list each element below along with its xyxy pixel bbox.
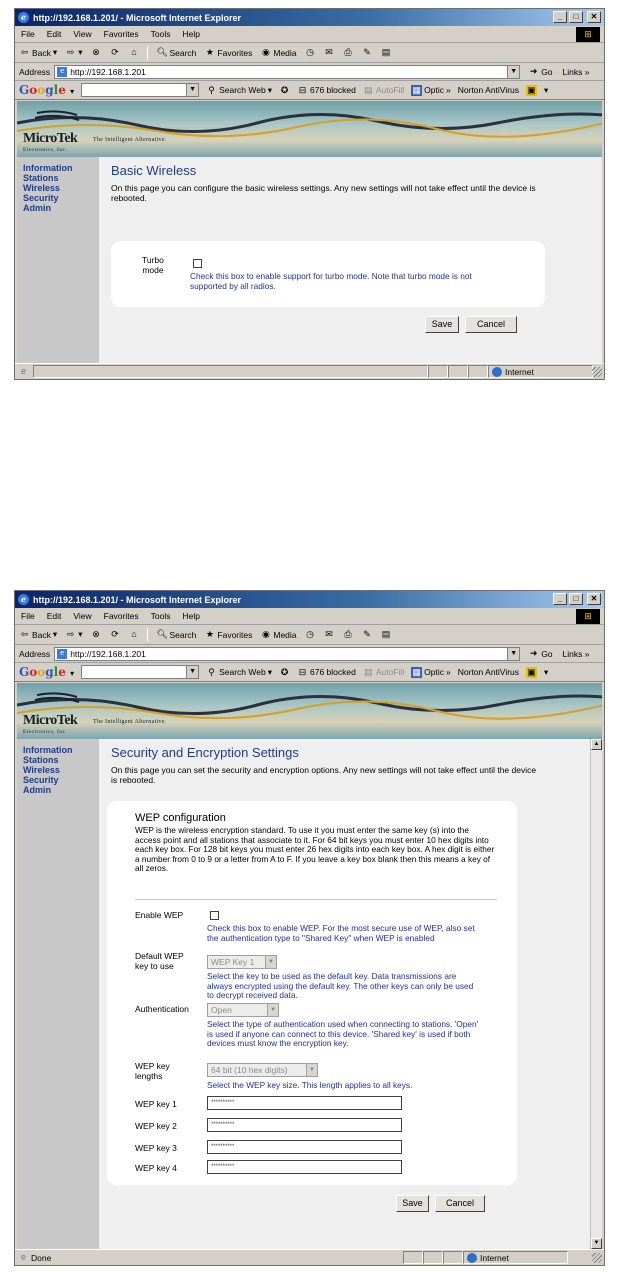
search-web-button[interactable]: ⚲ Search Web ▾ — [206, 667, 272, 678]
scroll-up-icon[interactable]: ▲ — [591, 739, 602, 750]
cancel-button[interactable]: Cancel — [435, 1195, 485, 1212]
page-icon: e — [57, 67, 67, 77]
page-status-icon: e — [20, 366, 26, 376]
home-icon[interactable]: ⌂ — [131, 629, 137, 639]
page-status-icon: e — [20, 1252, 26, 1262]
status-bar — [15, 1249, 604, 1265]
enable-wep-label: Enable WEP — [135, 910, 184, 920]
site-banner — [17, 101, 602, 157]
windows-logo-icon: ⊞ — [576, 609, 600, 624]
main-content — [99, 157, 602, 363]
nav-wireless[interactable]: Wireless — [23, 765, 60, 775]
resize-grip-icon[interactable] — [592, 367, 602, 377]
pagerank-icon[interactable]: ✪ — [280, 84, 289, 95]
turbo-card — [111, 241, 545, 307]
key-length-select[interactable]: 64 bit (10 hex digits) ▼ — [207, 1063, 318, 1077]
brand-logo[interactable]: MicroTek Electronics, Inc. — [23, 713, 78, 735]
popup-blocker-button[interactable]: ⊟ 676 blocked — [298, 84, 356, 95]
forward-arrow-icon: ⇨ — [66, 47, 75, 57]
pagerank-icon[interactable]: ✪ — [280, 666, 289, 677]
menu-edit[interactable]: Edit — [46, 611, 62, 621]
options-button[interactable]: ▦ Optic » — [412, 666, 451, 677]
popup-blocked-icon: ⊟ — [298, 666, 307, 677]
favorites-button[interactable]: ★ Favorites — [205, 47, 253, 58]
globe-icon — [467, 1253, 477, 1263]
back-arrow-icon: ⇦ — [20, 47, 29, 57]
mail-icon[interactable]: ✉ — [325, 629, 333, 639]
maximize-button[interactable]: □ — [569, 593, 583, 605]
autofill-button[interactable]: ▤ AutoFill — [364, 666, 405, 677]
address-bar — [15, 645, 604, 663]
home-icon[interactable]: ⌂ — [131, 47, 137, 57]
menu-file[interactable]: File — [21, 29, 35, 39]
tagline: The Intelligent Alternative. — [93, 719, 167, 725]
forward-button[interactable]: ⇨ ▾ — [66, 629, 83, 639]
menu-tools[interactable]: Tools — [150, 611, 171, 621]
refresh-icon[interactable]: ⟳ — [111, 47, 119, 57]
authentication-label: Authentication — [135, 1004, 189, 1014]
enable-wep-checkbox[interactable] — [210, 911, 219, 920]
back-button[interactable]: ⇦ Back ▾ — [20, 47, 58, 58]
print-icon[interactable]: ⎙ — [344, 629, 352, 639]
authentication-select[interactable]: Open ▼ — [207, 1003, 279, 1017]
turbo-mode-label: Turbo mode — [142, 255, 164, 275]
nav-wireless[interactable]: Wireless — [23, 183, 60, 193]
favorites-button[interactable]: ★ Favorites — [205, 629, 253, 640]
globe-icon — [492, 367, 502, 377]
menu-tools[interactable]: Tools — [150, 29, 171, 39]
nav-information[interactable]: Information — [23, 163, 73, 173]
security-zone: Internet — [463, 1251, 568, 1264]
save-button[interactable]: Save — [425, 316, 459, 333]
cancel-button[interactable]: Cancel — [465, 316, 517, 333]
discuss-icon[interactable]: ▤ — [381, 47, 391, 57]
security-zone: Internet — [488, 365, 593, 378]
go-button[interactable]: ➜ Go — [529, 648, 553, 659]
binoculars-icon: ⚲ — [208, 84, 215, 95]
edit-icon[interactable]: ✎ — [363, 47, 371, 57]
back-arrow-icon: ⇦ — [20, 629, 29, 639]
nav-security[interactable]: Security — [23, 775, 59, 785]
discuss-icon[interactable]: ▤ — [381, 629, 391, 639]
autofill-button[interactable]: ▤ AutoFill — [364, 84, 405, 95]
go-arrow-icon: ➜ — [529, 66, 538, 76]
wep-card — [107, 801, 517, 1185]
ie-icon: e — [18, 12, 29, 23]
nav-admin[interactable]: Admin — [23, 203, 51, 213]
norton-icon[interactable]: ▣ — [527, 666, 536, 677]
norton-antivirus-button[interactable]: Norton AntiVirus — [457, 667, 520, 677]
options-icon: ▦ — [412, 84, 421, 95]
search-icon: 🔍︎ — [156, 629, 168, 639]
favorites-icon: ★ — [205, 47, 214, 57]
side-nav — [17, 157, 99, 363]
media-icon: ◉ — [261, 47, 270, 57]
browser-window-security — [14, 590, 605, 1266]
options-button[interactable]: ▦ Optic » — [412, 84, 451, 95]
status-bar — [15, 363, 604, 379]
history-icon[interactable]: ◷ — [306, 47, 314, 57]
google-search-input[interactable] — [81, 83, 199, 97]
authentication-help: Select the type of authentication used when connecting to stations. 'Open' is used if anyone can connect to this device. 'Shared key' is used if both devices must know the encryption key. — [207, 1019, 479, 1049]
menu-edit[interactable]: Edit — [46, 29, 62, 39]
page-intro: On this page you can configure the basic wireless settings. Any new settings will not take effect until the device is rebooted. — [111, 183, 536, 203]
wep-key-1-input[interactable]: ********** — [207, 1096, 402, 1110]
search-web-button[interactable]: ⚲ Search Web ▾ — [206, 85, 272, 96]
address-dropdown-icon[interactable]: ▼ — [507, 66, 519, 78]
go-arrow-icon: ➜ — [529, 648, 538, 658]
default-key-label: Default WEP key to use — [135, 951, 184, 971]
menu-help[interactable]: Help — [182, 611, 200, 621]
address-label: Address — [19, 66, 51, 77]
mail-icon[interactable]: ✉ — [325, 47, 333, 57]
menu-bar — [15, 26, 604, 43]
address-bar — [15, 63, 604, 81]
autofill-icon: ▤ — [364, 666, 373, 677]
nav-stations[interactable]: Stations — [23, 173, 59, 183]
history-icon[interactable]: ◷ — [306, 629, 314, 639]
autofill-icon: ▤ — [364, 84, 373, 95]
minimize-button[interactable]: _ — [553, 11, 567, 23]
save-button[interactable]: Save — [396, 1195, 429, 1212]
favorites-icon: ★ — [205, 629, 214, 639]
address-input[interactable]: e http://192.168.1.201 ▼ — [54, 647, 520, 661]
site-banner — [17, 683, 602, 739]
media-button[interactable]: ◉ Media — [261, 47, 297, 58]
default-key-select[interactable]: WEP Key 1 ▼ — [207, 955, 277, 969]
side-nav — [17, 739, 99, 1249]
close-button[interactable]: ✕ — [587, 593, 601, 605]
menu-file[interactable]: File — [21, 611, 35, 621]
edit-icon[interactable]: ✎ — [363, 629, 371, 639]
nav-information[interactable]: Information — [23, 745, 73, 755]
menu-view[interactable]: View — [73, 29, 92, 39]
wep-key-4-input[interactable]: ********** — [207, 1160, 402, 1174]
maximize-button[interactable]: □ — [569, 11, 583, 23]
google-toolbar: Google ▾ ▼ ⚲ Search Web ▾ ✪ ⊟ 676 blocked ▤ AutoFill ▦ Optic » Norton AntiVirus ▣ ▾ — [15, 81, 604, 100]
wep-key-4-label: WEP key 4 — [135, 1163, 177, 1173]
page-title: Security and Encryption Settings — [111, 745, 299, 760]
search-icon: 🔍︎ — [156, 47, 168, 57]
close-button[interactable]: ✕ — [587, 11, 601, 23]
standard-toolbar — [15, 625, 604, 645]
turbo-mode-help: Check this box to enable support for turbo mode. Note that turbo mode is not supported by all radios. — [190, 271, 472, 291]
wep-key-1-label: WEP key 1 — [135, 1099, 177, 1109]
browser-window-wireless — [14, 8, 605, 380]
google-logo[interactable]: Google ▾ — [19, 83, 75, 97]
stop-icon[interactable]: ⊗ — [92, 47, 100, 57]
media-button[interactable]: ◉ Media — [261, 629, 297, 640]
window-title: http://192.168.1.201/ - Microsoft Internet Explorer — [33, 594, 242, 605]
stop-icon[interactable]: ⊗ — [92, 629, 100, 639]
nav-security[interactable]: Security — [23, 193, 59, 203]
title-bar — [15, 591, 604, 608]
back-button[interactable]: ⇦ Back ▾ — [20, 629, 58, 640]
google-dropdown-icon[interactable]: ▼ — [186, 84, 198, 96]
wep-key-3-label: WEP key 3 — [135, 1143, 177, 1153]
menu-help[interactable]: Help — [182, 29, 200, 39]
standard-toolbar — [15, 43, 604, 63]
forward-arrow-icon: ⇨ — [66, 629, 75, 639]
minimize-button[interactable]: _ — [553, 593, 567, 605]
divider — [135, 899, 497, 900]
main-content — [99, 739, 590, 1249]
menu-favorites[interactable]: Favorites — [103, 611, 139, 621]
forward-button[interactable]: ⇨ ▾ — [66, 47, 83, 57]
key-length-help: Select the WEP key size. This length applies to all keys. — [207, 1080, 413, 1090]
google-logo[interactable]: Google ▾ — [19, 665, 75, 679]
menu-view[interactable]: View — [73, 611, 92, 621]
wep-heading: WEP configuration — [135, 812, 226, 824]
vertical-scrollbar[interactable] — [590, 739, 602, 1249]
refresh-icon[interactable]: ⟳ — [111, 629, 119, 639]
turbo-mode-checkbox[interactable] — [193, 259, 202, 268]
brand-logo[interactable]: MicroTek Electronics, Inc. — [23, 131, 78, 153]
resize-grip-icon[interactable] — [592, 1253, 602, 1263]
norton-antivirus-button[interactable]: Norton AntiVirus — [457, 85, 520, 95]
ie-icon: e — [18, 594, 29, 605]
media-icon: ◉ — [261, 629, 270, 639]
google-toolbar: Google ▾ ▼ ⚲ Search Web ▾ ✪ ⊟ 676 blocked ▤ AutoFill ▦ Optic » Norton AntiVirus ▣ ▾ — [15, 663, 604, 682]
options-icon: ▦ — [412, 666, 421, 677]
search-button[interactable]: 🔍︎ Search — [156, 629, 197, 640]
links-button[interactable]: Links » — [562, 648, 590, 659]
windows-logo-icon: ⊞ — [576, 27, 600, 42]
nav-admin[interactable]: Admin — [23, 785, 51, 795]
page-content — [17, 683, 602, 1249]
google-dropdown-icon[interactable]: ▼ — [186, 666, 198, 678]
nav-stations[interactable]: Stations — [23, 755, 59, 765]
wep-key-2-label: WEP key 2 — [135, 1121, 177, 1131]
norton-icon[interactable]: ▣ — [527, 84, 536, 95]
title-bar — [15, 9, 604, 26]
menu-favorites[interactable]: Favorites — [103, 29, 139, 39]
default-key-help: Select the key to be used as the default key. Data transmissions are always encrypted using the default key. The other keys can only be used to decrypt received data. — [207, 971, 474, 1001]
print-icon[interactable]: ⎙ — [344, 47, 352, 57]
status-text: Done — [31, 1252, 52, 1263]
scroll-down-icon[interactable]: ▼ — [591, 1238, 602, 1249]
google-search-input[interactable] — [81, 665, 199, 679]
window-title: http://192.168.1.201/ - Microsoft Internet Explorer — [33, 12, 242, 23]
page-content — [17, 101, 602, 363]
wep-key-2-input[interactable]: ********** — [207, 1118, 402, 1132]
enable-wep-help: Check this box to enable WEP. For the most secure use of WEP, also set the authentication type to "Shared Key" when WEP is enabled — [207, 923, 475, 943]
tagline: The Intelligent Alternative. — [93, 137, 167, 143]
go-button[interactable]: ➜ Go — [529, 66, 553, 77]
key-length-label: WEP key lengths — [135, 1061, 170, 1081]
chevron-down-icon: ▼ — [306, 1064, 317, 1076]
page-title: Basic Wireless — [111, 163, 197, 178]
chevron-down-icon: ▼ — [267, 1004, 278, 1016]
popup-blocker-button[interactable]: ⊟ 676 blocked — [298, 666, 356, 677]
address-dropdown-icon[interactable]: ▼ — [507, 648, 519, 660]
page-icon: e — [57, 649, 67, 659]
wep-key-3-input[interactable]: ********** — [207, 1140, 402, 1154]
popup-blocked-icon: ⊟ — [298, 84, 307, 95]
address-label: Address — [19, 648, 51, 659]
chevron-down-icon: ▼ — [265, 956, 276, 968]
wep-description: WEP is the wireless encryption standard. To use it you must enter the same key (s) into the access point and all stations that associate to it. For 64 bit keys you must enter 10 hex digits into each key box. For 128 bit keys you must enter 26 hex digits into each key box. A hex digit is either a number from 0 to 9 or a letter from A to F. If you leave a key box blank then this means a key of all zeros. — [135, 825, 495, 874]
binoculars-icon: ⚲ — [208, 666, 215, 677]
search-button[interactable]: 🔍︎ Search — [156, 47, 197, 58]
links-button[interactable]: Links » — [562, 66, 590, 77]
address-input[interactable]: e http://192.168.1.201 ▼ — [54, 65, 520, 79]
page-intro: On this page you can set the security and encryption options. Any new settings will not take effect until the device is rebooted. — [111, 765, 537, 785]
menu-bar — [15, 608, 604, 625]
